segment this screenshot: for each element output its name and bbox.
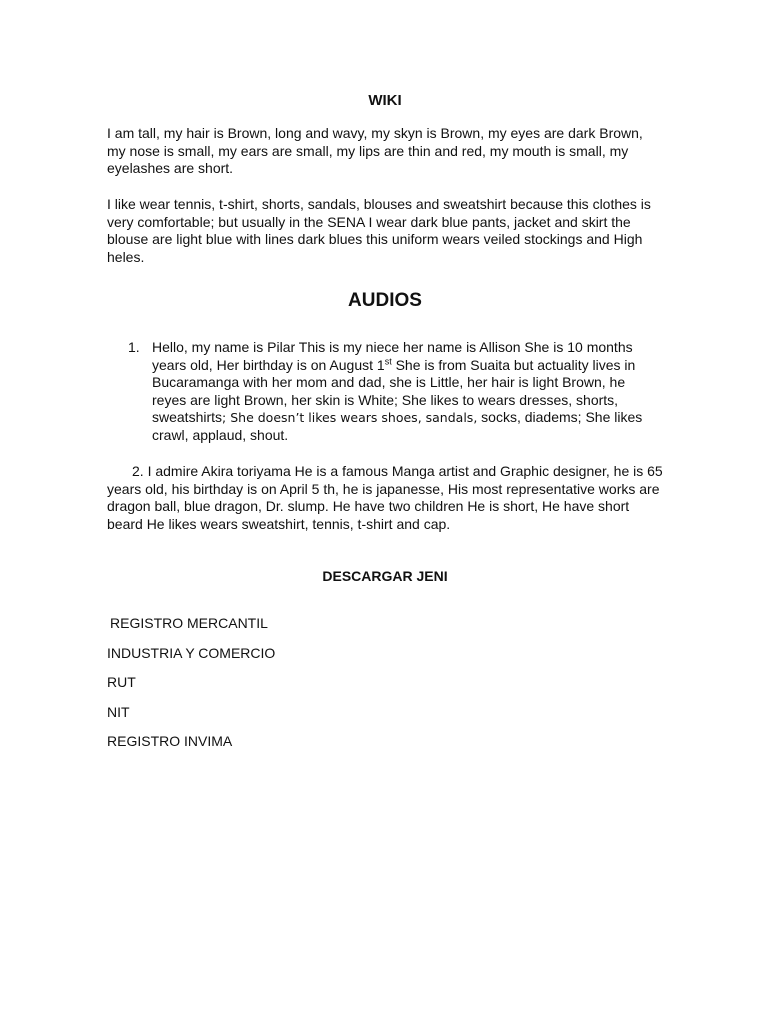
registry-item: NIT <box>107 704 130 720</box>
item1-text-a: Hello, my name is Pilar This is my niece her name is Allison She is 10 months years old, Her birthday is on August 1 <box>152 339 633 373</box>
audios-list-item-1 <box>128 339 662 444</box>
item1-text-c: ; She doesn’t likes wears shoes, sandals, <box>222 410 478 425</box>
wiki-paragraph-appearance: I am tall, my hair is Brown, long and wavy, my skyn is Brown, my eyes are dark Brown, my nose is small, my ears are small, my lips are thin and red, my mouth is small, my eyelashes are short. <box>107 125 643 176</box>
registry-item: REGISTRO MERCANTIL <box>110 615 268 631</box>
registry-item: INDUSTRIA Y COMERCIO <box>107 645 276 661</box>
audios-list-item-2 <box>107 463 663 533</box>
download-heading: DESCARGAR JENI <box>322 568 448 584</box>
audios-heading: AUDIOS <box>348 290 422 311</box>
item1-text-d: socks, diadems; She likes crawl, applaud, shout. <box>152 409 643 443</box>
registry-item: RUT <box>107 674 136 690</box>
item1-text-b: She is from Suaita but actuality lives in Bucaramanga with her mom and dad, she is Little, her hair is light Brown, he reyes are light Brown, her skin is White; She likes to wears dresses, shorts, sweatshirts <box>152 356 636 425</box>
wiki-heading: WIKI <box>368 92 402 109</box>
item1-superscript: st <box>384 355 392 366</box>
item2-text: I admire Akira toriyama He is a famous Manga artist and Graphic designer, he is 65 years old, his birthday is on April 5 th, he is japanesse, His most representative works are dragon ball, blue dragon, Dr. slump. He have two children He is short, He have short beard He likes wears sweatshirt, tennis, t-shirt and cap. <box>107 463 663 532</box>
list-number: 1. <box>128 339 140 355</box>
wiki-paragraph-clothes: I like wear tennis, t-shirt, shorts, sandals, blouses and sweatshirt because this clothes is very comfortable; but usually in the SENA I wear dark blue pants, jacket and skirt the blouse are light blue with lines dark blues this uniform wears veiled stockings and High heles. <box>107 196 651 265</box>
registry-item: REGISTRO INVIMA <box>107 733 233 749</box>
list-number: 2. <box>132 463 144 479</box>
